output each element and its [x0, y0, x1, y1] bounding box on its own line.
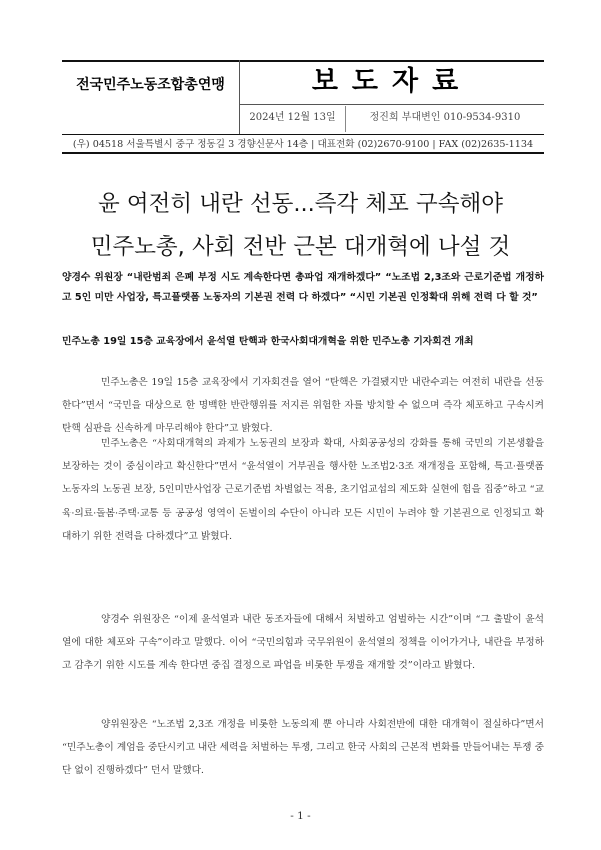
release-date: 2024년 12월 13일: [249, 112, 336, 123]
contact-info: 정진희 부대변인 010-9534-9310: [369, 112, 521, 123]
header-bottom-rule: [62, 134, 544, 135]
body-paragraph-1: 민주노총은 19일 15층 교육장에서 기자회견을 열어 “탄핵은 가결됐지만 내란수괴는 여전히 내란을 선동한다”면서 “국민을 대상으로 한 명백한 반란행위를 저지른 위험한 자를 방치할 수 없으며 즉각 체포하고 구속시켜 탄핵 심판을 신속하게 마무리해야 한다”고 밝혔다.: [62, 377, 544, 435]
header-mid-rule: [240, 104, 544, 105]
subhead-event: 민주노총 19일 15층 교육장에서 윤석열 탄핵과 한국사회대개혁을 위한 민주노총 기자회견 개최: [62, 336, 474, 347]
address-rule: [62, 152, 544, 154]
subhead-quote: 양경수 위원장 “내란범죄 은폐 부정 시도 계속한다면 총파업 재개하겠다” “노조법 2,3조와 근로기준법 개정하고 5인 미만 사업장, 특고플랫폼 노동자의 기본권 전력 다 하겠다” “시민 기본권 인정확대 위해 전력 다 할 것”: [62, 272, 544, 303]
body-paragraph-3: 양경수 위원장은 “이제 윤석열과 내란 동조자들에 대해서 처벌하고 엄벌하는 시간”이며 “그 출발이 윤석열에 대한 체포와 구속”이라고 말했다. 이어 “국민의힘과 국무위원이 윤석열의 정책을 이어가거나, 내란을 부정하고 감추기 위한 시도를 계속 한다면 중집 결정으로 파업을 비롯한 투쟁을 재개할 것”이라고 밝혔다.: [62, 614, 544, 672]
page-number: - 1 -: [290, 810, 311, 822]
body-paragraph-4: 양위원장은 “노조법 2,3조 개정을 비롯한 노동의제 뿐 아니라 사회전반에 대한 대개혁이 절실하다”면서 “민주노총이 계엄을 중단시키고 내란 세력을 처벌하는 투쟁, 그리고 한국 사회의 근본적 변화를 만들어내는 투쟁 중단 없이 진행하겠다” 던서 말했다.: [62, 719, 544, 777]
organization-name: 전국민주노동조합총연맹: [76, 77, 225, 93]
press-release-label: 보도자료: [311, 66, 473, 97]
press-release-header: [62, 60, 544, 134]
address-line: (우) 04518 서울특별시 중구 정동길 3 경향신문사 14층 | 대표전화 (02)2670-9100 | FAX (02)2635-1134: [72, 139, 534, 150]
body-paragraph-2: 민주노총은 “사회대개혁의 과제가 노동권의 보장과 확대, 사회공공성의 강화를 통해 국민의 기본생활을 보장하는 것이 중심이라고 확신한다”면서 “윤석열이 거부권을 행사한 노조법2·3조 재개정을 포함해, 특고·플랫폼노동자의 노동권 보장, 5인미만사업장 근로기준법 차별없는 적용, 초기업교섭의 제도화 실현에 힘을 집중”하고 “교육·의료·돌봄·주택·교통 등 공공성 영역이 돈벌이의 수단이 아니라 모든 시민이 누려야 할 기본권으로 인정되고 확대하기 위한 전력을 다하겠다”고 밝혔다.: [62, 438, 544, 542]
headline-line-1: 윤 여전히 내란 선동...즉각 체포 구속해야: [98, 191, 503, 217]
headline-line-2: 민주노총, 사회 전반 근본 대개혁에 나설 것: [90, 234, 511, 260]
